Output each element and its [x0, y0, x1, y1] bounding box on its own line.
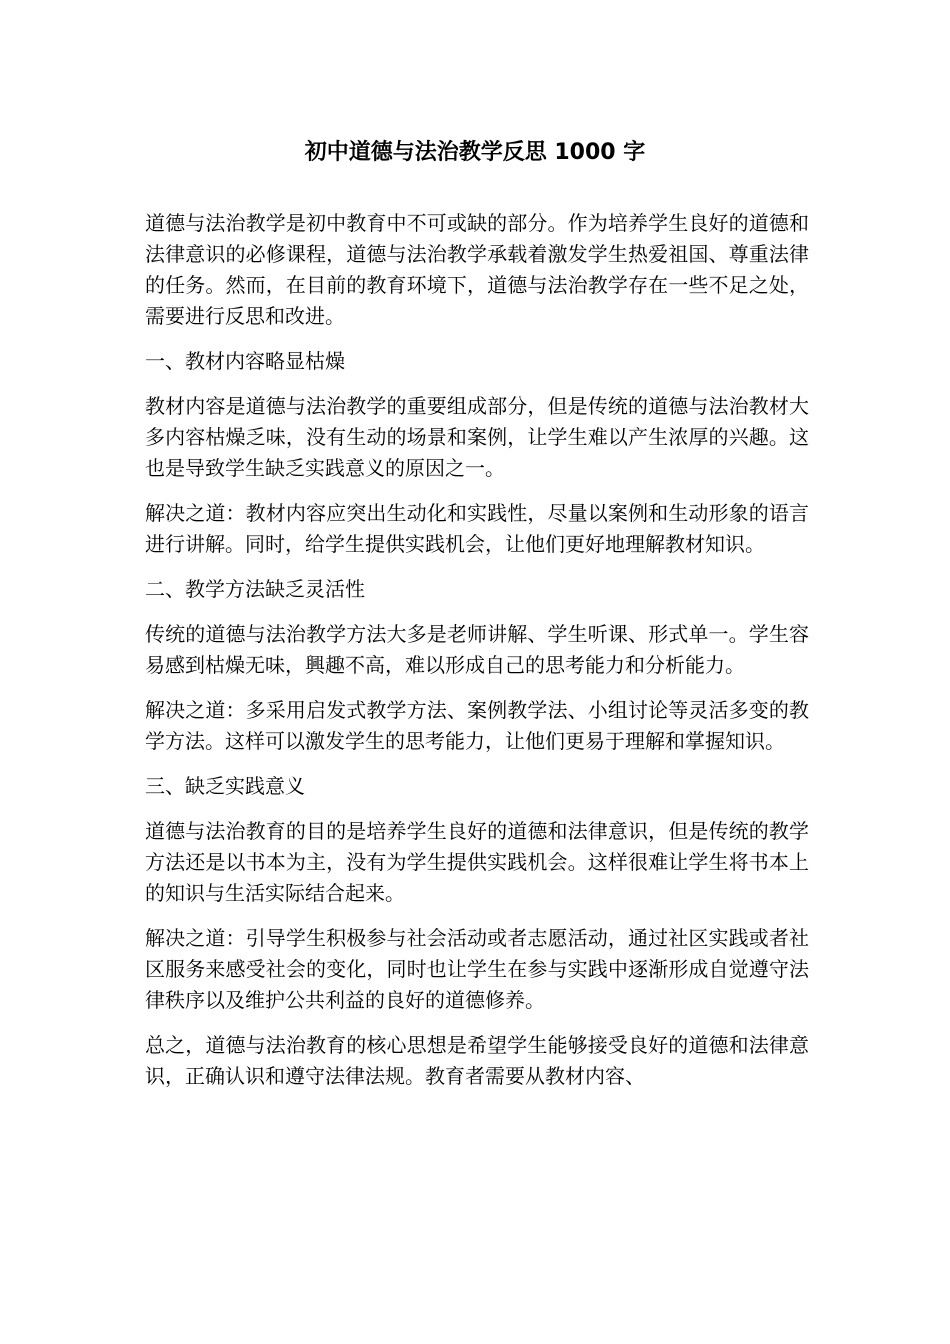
section-1-problem: 教材内容是道德与法治教学的重要组成部分，但是传统的道德与法治教材大多内容枯燥乏味，没有生动的场景和案例，让学生难以产生浓厚的兴趣。这也是导致学生缺乏实践意义的原因之一。	[145, 394, 809, 480]
document-title: 初中道德与法治教学反思 1000 字	[304, 140, 646, 165]
section-3-solution: 解决之道：引导学生积极参与社会活动或者志愿活动，通过社区实践或者社区服务来感受社会的变化，同时也让学生在参与实践中逐渐形成自觉遵守法律秩序以及维护公共利益的良好的道德修养。	[145, 926, 809, 1012]
section-2-heading: 二、教学方法缺乏灵活性	[145, 577, 365, 601]
section-3-problem: 道德与法治教育的目的是培养学生良好的道德和法律意识，但是传统的教学方法还是以书本为主，没有为学生提供实践机会。这样很难让学生将书本上的知识与生活实际结合起来。	[145, 819, 809, 905]
section-1-heading: 一、教材内容略显枯燥	[145, 349, 345, 373]
section-2-problem: 传统的道德与法治教学方法大多是老师讲解、学生听课、形式单一。学生容易感到枯燥无味，興趣不高，难以形成自己的思考能力和分析能力。	[145, 622, 809, 677]
section-3-heading: 三、缺乏实践意义	[145, 774, 305, 798]
conclusion-paragraph: 总之，道德与法治教育的核心思想是希望学生能够接受良好的道德和法律意识，正确认识和遵守法律法规。教育者需要从教材内容、	[145, 1033, 809, 1088]
intro-paragraph: 道德与法治教学是初中教育中不可或缺的部分。作为培养学生良好的道德和法律意识的必修课程，道德与法治教学承载着激发学生热爱祖国、尊重法律的任务。然而，在目前的教育环境下，道德与法治教学存在一些不足之处，需要进行反思和改进。	[145, 211, 809, 328]
document-body	[145, 208, 809, 1106]
section-2-solution: 解决之道：多采用启发式教学方法、案例教学法、小组讨论等灵活多变的教学方法。这样可以激发学生的思考能力，让他们更易于理解和掌握知识。	[145, 698, 809, 753]
section-1-solution: 解决之道：教材内容应突出生动化和实践性，尽量以案例和生动形象的语言进行讲解。同时，给学生提供实践机会，让他们更好地理解教材知识。	[145, 501, 809, 556]
